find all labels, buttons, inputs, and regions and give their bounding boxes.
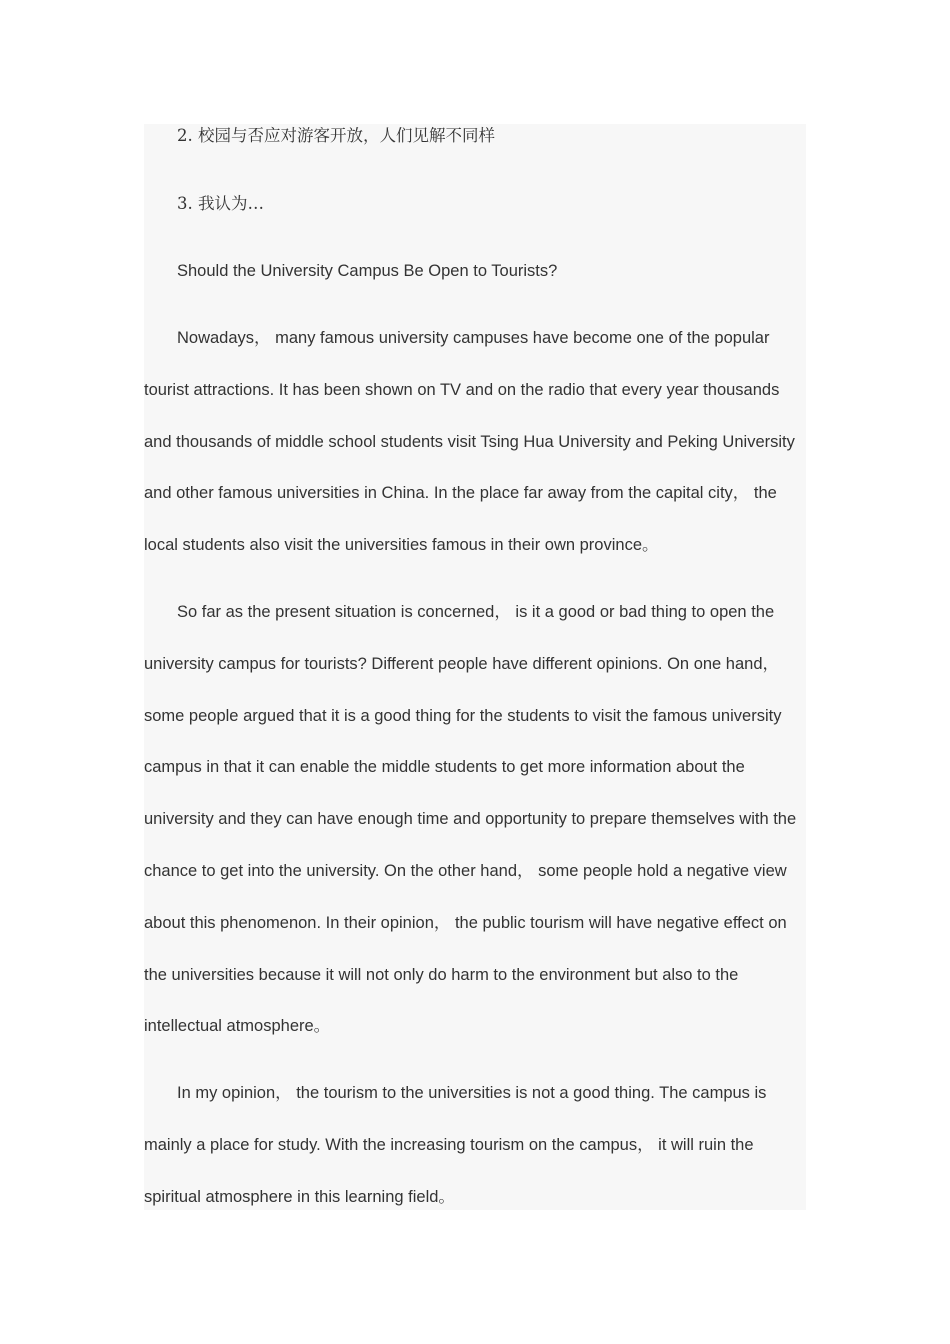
outline-item-2: 2. 校园与否应对游客开放，人们见解不同样 — [177, 126, 495, 145]
essay-paragraph-3: In my opinion， the tourism to the universities is not a good thing. The campus is mainly a place for study. With the increasing tourism on the campus， it will ruin the spiritual atmosphere in this learning field。 — [144, 1084, 767, 1206]
outline-item-3: 3. 我认为… — [177, 194, 264, 213]
essay-paragraph-1: Nowadays， many famous university campuses have become one of the popular tourist attractions. It has been shown on TV and on the radio that every year thousands and thousands of middle school students visit Tsing Hua University and Peking University and other famous universities in China. In the place far away from the capital city， the local students also visit the universities famous in their own province。 — [144, 329, 795, 555]
essay-paragraph-2: So far as the present situation is concerned， is it a good or bad thing to open the university campus for tourists? Different people have different opinions. On one hand，some people argued that it is a good thing for the students to visit the famous university campus in that it can enable the middle students to get more information about the university and they can have enough time and opportunity to prepare themselves with the chance to get into the university. On the other hand， some people hold a negative view about this phenomenon. In their opinion， the public tourism will have negative effect on the universities because it will not only do harm to the environment but also to the intellectual atmosphere。 — [144, 603, 797, 1036]
essay-title: Should the University Campus Be Open to Tourists? — [177, 262, 558, 280]
